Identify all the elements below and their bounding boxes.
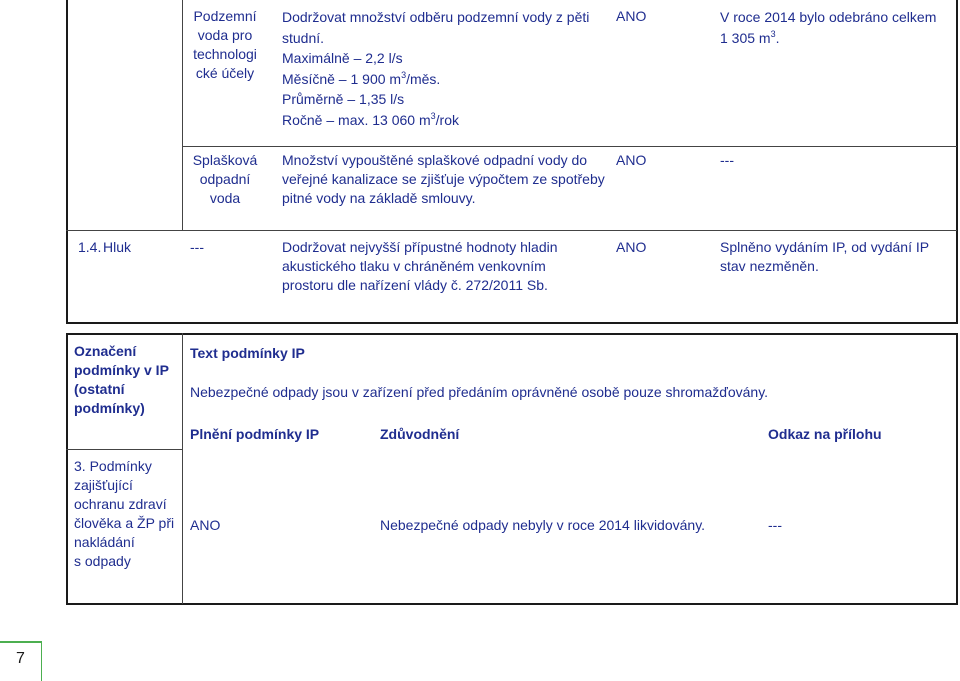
head-condition-label <box>74 342 182 418</box>
condition-line: Dodržovat množství odběru podzemní vody z pěti <box>282 9 590 25</box>
row-label-line: člověka a ŽP při <box>74 515 175 531</box>
col-reason-header: Zdůvodnění <box>380 426 460 442</box>
col-attachment-header: Odkaz na přílohu <box>768 426 882 442</box>
table2-row-divider <box>66 449 183 450</box>
name-line: voda pro <box>197 27 253 43</box>
cell-noise-condition <box>282 238 612 295</box>
cell-noise-sub: --- <box>190 239 204 255</box>
head-condition-text: Text podmínky IP <box>190 345 305 361</box>
row-label-line: zajišťující <box>74 477 133 493</box>
cell-noise-note <box>720 238 950 276</box>
name-line: voda <box>209 190 241 206</box>
row-label-line: s odpady <box>74 553 131 569</box>
table1-row-divider <box>182 146 957 147</box>
table2-top-border <box>66 333 958 335</box>
condition-line: Měsíčně – 1 900 $m^3$/měs. <box>282 69 441 87</box>
table1-bottom-border <box>66 322 958 324</box>
note-line: Splněno vydáním IP, od vydání IP <box>720 239 930 255</box>
head-label-line: podmínky v IP <box>74 362 169 378</box>
head-label-line: podmínky) <box>74 400 145 416</box>
head-label-line: Označení <box>74 343 137 359</box>
condition-line: studní. <box>282 29 325 46</box>
row-label-line: 3. Podmínky <box>74 458 152 474</box>
table2-right-border <box>956 333 958 605</box>
condition-line: Maximálně – 2,2 l/s <box>282 50 403 66</box>
table1-col-divider <box>182 0 183 230</box>
cell-noise-number: 1.4. <box>78 239 102 255</box>
cell-groundwater-fulfilled: ANO <box>616 8 647 24</box>
cell-sewage-condition <box>282 151 612 208</box>
table2-col-divider <box>182 333 183 604</box>
note-line: V roce 2014 bylo odebráno celkem <box>720 9 937 25</box>
note-line: stav nezměněn. <box>720 258 819 274</box>
name-line: Splašková <box>192 152 258 168</box>
name-line: odpadní <box>199 171 251 187</box>
table2-left-border <box>66 333 68 605</box>
page-number-accent-line <box>0 641 42 643</box>
cell-groundwater-note <box>720 7 950 49</box>
cell-noise-name: Hluk <box>103 239 132 255</box>
name-line: technologi <box>193 46 257 62</box>
condition-line: prostoru dle nařízení vlády č. 272/2011 Sb. <box>282 277 548 293</box>
table2-bottom-border <box>66 603 958 605</box>
cell-sewage-note: --- <box>720 152 734 168</box>
table1-left-border <box>66 0 68 324</box>
page-number: 7 <box>16 650 25 667</box>
row-label-line: ochranu zdraví <box>74 496 167 512</box>
condition-line: veřejné kanalizace se zjišťuje výpočtem ze spotřeby <box>282 171 605 187</box>
name-line: cké účely <box>195 65 255 81</box>
row-attachment: --- <box>768 517 782 533</box>
page-number-box <box>0 641 42 681</box>
condition-line: Průměrně – 1,35 l/s <box>282 91 405 107</box>
note-line: 1 305 $m^3$. <box>720 29 780 46</box>
page-number-divider <box>41 641 42 681</box>
table1-right-border <box>956 0 958 324</box>
table1-row-divider <box>66 230 957 231</box>
row-label-line: nakládání <box>74 534 135 550</box>
condition-line: akustického tlaku v chráněném venkovním <box>282 258 546 274</box>
cell-groundwater-name <box>186 7 264 83</box>
condition-line: Množství vypouštěné splaškové odpadní vody do <box>282 152 588 168</box>
row-label <box>74 457 182 571</box>
name-line: Podzemní <box>193 8 257 24</box>
cell-noise-fulfilled: ANO <box>616 239 647 255</box>
cell-sewage-fulfilled: ANO <box>616 152 647 168</box>
head-label-line: (ostatní <box>74 381 125 397</box>
condition-line: Ročně – max. 13 060 $m^3$/rok <box>282 110 459 128</box>
cell-sewage-name <box>186 151 264 208</box>
condition-line: pitné vody na základě smlouvy. <box>282 190 476 206</box>
condition-line: Dodržovat nejvyšší přípustné hodnoty hladin <box>282 239 558 255</box>
col-fulfilled-header: Plnění podmínky IP <box>190 426 320 442</box>
cell-groundwater-condition <box>282 7 602 130</box>
row-fulfilled: ANO <box>190 517 221 533</box>
condition-text: Nebezpečné odpady jsou v zařízení před předáním oprávněné osobě pouze shromažďovány. <box>190 384 769 400</box>
row-reason: Nebezpečné odpady nebyly v roce 2014 likvidovány. <box>380 517 706 533</box>
